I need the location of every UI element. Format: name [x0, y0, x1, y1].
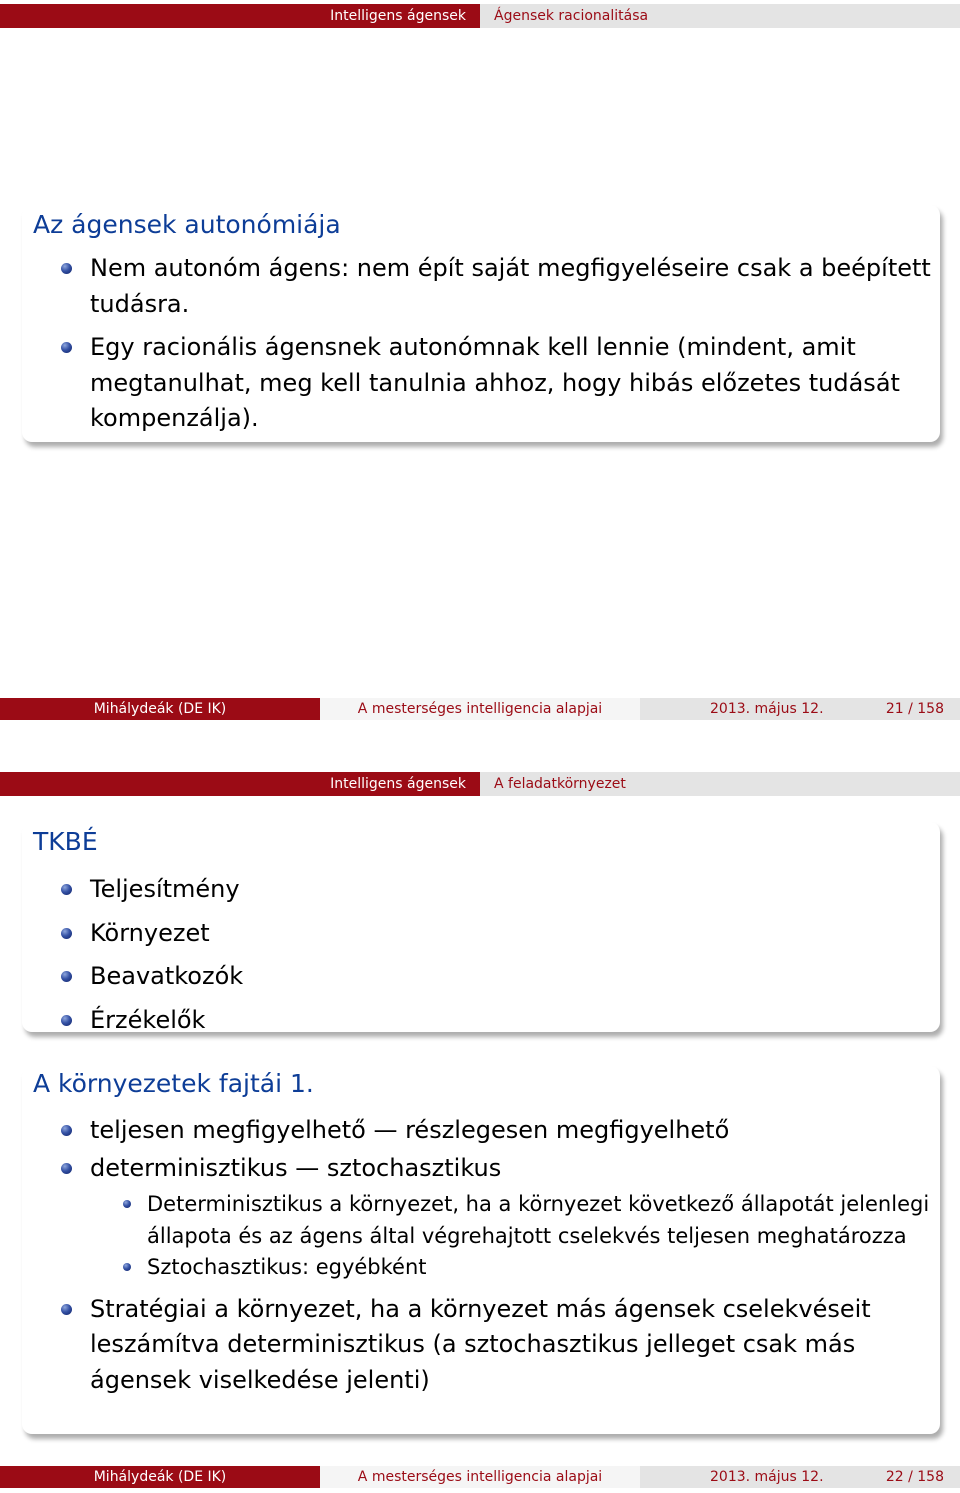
list-item: teljesen megfigyelhető — részlegesen megfigyelhető — [22, 1111, 940, 1149]
block-title: Az ágensek autonómiája — [33, 210, 341, 239]
environment-types-block — [22, 1066, 940, 1434]
nav-section-link[interactable]: Intelligens ágensek — [330, 776, 466, 792]
bullet-icon — [61, 1015, 72, 1026]
block-title: TKBÉ — [33, 827, 98, 856]
block-title: A környezetek fajtái 1. — [33, 1069, 314, 1098]
bullet-icon — [61, 1304, 72, 1315]
list-item: determinisztikus — sztochasztikus Determinisztikus a környezet, ha a környezet következő állapotát jelenlegi állapota és az ágens által végrehajtott cselekvés teljesen meghatározza Sztochasztikus: egyébként — [22, 1149, 940, 1284]
footer-bar — [0, 1466, 960, 1488]
top-navigation-bar — [0, 772, 960, 796]
tkbe-block — [22, 822, 940, 1032]
footer-title: A mesterséges intelligencia alapjai — [320, 1466, 640, 1488]
bullet-icon — [61, 1163, 72, 1174]
slide-21 — [0, 0, 960, 725]
bullet-icon — [61, 263, 72, 274]
list-item: Környezet — [22, 912, 940, 956]
top-navigation-bar — [0, 4, 960, 28]
footer-author: Mihálydeák (DE IK) — [0, 1466, 320, 1488]
nav-section-link[interactable]: Intelligens ágensek — [330, 8, 466, 24]
bullet-icon — [61, 884, 72, 895]
footer-title: A mesterséges intelligencia alapjai — [320, 698, 640, 720]
bullet-icon — [61, 971, 72, 982]
list-item: Stratégiai a környezet, ha a környezet más ágensek cselekvéseit leszámítva determinisztikus (a sztochasztikus jelleget csak más ágensek viselkedése jelenti) — [22, 1292, 940, 1399]
nav-subsection-link[interactable]: A feladatkörnyezet — [494, 776, 626, 792]
list-item: Egy racionális ágensnek autonómnak kell lennie (mindent, amit megtanulhat, meg kell tanulnia ahhoz, hogy hibás előzetes tudását kompenzálja). — [22, 330, 940, 437]
bullet-icon — [61, 1125, 72, 1136]
footer-date: 2013. május 12. — [710, 701, 824, 717]
bullet-icon — [61, 928, 72, 939]
footer-page-number: 22 / 158 — [885, 1469, 944, 1485]
sub-bullet-icon — [123, 1200, 131, 1208]
nav-subsection-link[interactable]: Ágensek racionalitása — [494, 8, 649, 24]
list-item: Beavatkozók — [22, 955, 940, 999]
sub-list-item: Sztochasztikus: egyébként — [22, 1252, 940, 1284]
footer-page-number: 21 / 158 — [885, 701, 944, 717]
sub-bullet-icon — [123, 1263, 131, 1271]
sub-list-item: Determinisztikus a környezet, ha a környezet következő állapotát jelenlegi állapota és az ágens által végrehajtott cselekvés teljesen meghatározza — [22, 1189, 940, 1252]
bullet-icon — [61, 342, 72, 353]
footer-bar — [0, 698, 960, 720]
footer-date: 2013. május 12. — [710, 1469, 824, 1485]
slide-22 — [0, 768, 960, 1493]
footer-author: Mihálydeák (DE IK) — [0, 698, 320, 720]
list-item: Nem autonóm ágens: nem épít saját megfigyeléseire csak a beépített tudásra. — [22, 251, 940, 322]
list-item: Teljesítmény — [22, 868, 940, 912]
list-item: Érzékelők — [22, 999, 940, 1043]
autonomy-block — [22, 205, 940, 442]
